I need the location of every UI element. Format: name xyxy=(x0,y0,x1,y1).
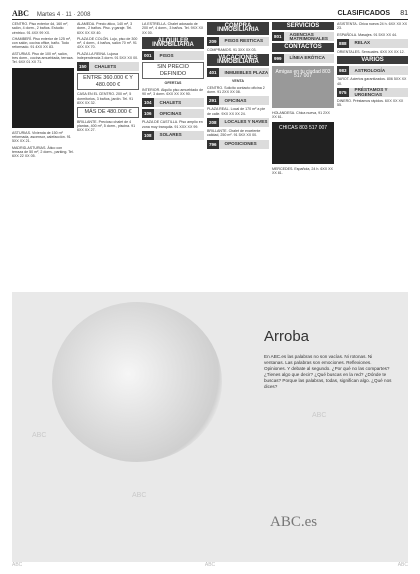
rubric-number: 983 xyxy=(339,68,347,74)
classified-ad: BRILLANTE. Chalet de excelente calidad, 250 m². 91 5XX XX 00. xyxy=(207,128,261,138)
rubric-label: INMUEBLES PLAZA xyxy=(224,69,269,75)
rubric-label: LOCALES Y NAVES xyxy=(224,119,268,125)
rubric-label: RELAX xyxy=(354,40,371,46)
page-number: 81 xyxy=(400,10,408,17)
rubric-number: 208 xyxy=(209,119,217,125)
rubric-label: OPOSICIONES xyxy=(224,140,257,146)
rubric-label: PISOS RESTICAS xyxy=(224,37,264,43)
classified-ad: CASA EN EL CENTRO. 200 m², 5 dormitorios, 3 baños, jardín. Tel. 91 8XX XX 32. xyxy=(77,92,134,105)
rubric-label: OFICINAS xyxy=(159,110,182,116)
classified-ad: COMPRAMOS. 91 3XX XX 03. xyxy=(207,47,257,52)
subheading: OFERTAS xyxy=(164,81,182,86)
classified-ad: ORIENTALES. Sensuales. 6XX XX XX 12. xyxy=(337,49,405,54)
abc-es-logo: ABC.es xyxy=(270,514,318,530)
rubric-label: ASTROLOGÍA xyxy=(354,67,386,73)
section-heading: SERVICIOS xyxy=(272,22,334,30)
abc-es-advertisement xyxy=(12,292,408,562)
issue-date: Martes 4 · 11 · 2008 xyxy=(36,12,91,18)
column-4 xyxy=(207,22,269,290)
rubric-label: AGENCIAS MATRIMONIALES xyxy=(289,31,328,41)
classified-ad: PLAZA LA REINA. Lujosa independencia 3 dorm. 91 5XX XX 00. xyxy=(77,51,139,61)
subheading: VENTA xyxy=(232,79,244,84)
rubric-number: 001 xyxy=(144,53,152,59)
watermark: ABC xyxy=(132,492,147,499)
hand-image xyxy=(52,302,222,462)
price-range-box: SIN PRECIO DEFINIDO xyxy=(142,62,204,79)
price-range-box: MÁS DE 480.000 € xyxy=(77,107,139,118)
rubric-solares xyxy=(142,131,204,140)
classified-ad: LA ESTRELLA. Chalet adosado de 200 m², 4 dorm., 3 baños. Tel. 9XX XX XX 00. xyxy=(142,22,204,35)
rubric-number: 106 xyxy=(144,111,152,117)
classified-ad: HOLANDESA. Chica nueva, 91 2XX XX 61. xyxy=(272,110,330,119)
section-heading: COMPRA INMOBILIARIA xyxy=(207,22,269,35)
rubric-label: CHALETS xyxy=(94,63,117,69)
classified-ad: TAROT. Aciertos garantizados. 806 5XX XX 40. xyxy=(337,77,407,86)
rubric-number: 104 xyxy=(144,100,152,106)
rubric-label: OFICINAS xyxy=(224,97,247,103)
rubric-number: 150 xyxy=(79,64,87,70)
rubric-astrologia xyxy=(337,66,408,75)
classified-ad: CENTRO. Piso exterior 4d, 160 m², salón, 4 dorm., 2 baños. Estudio céntrico. 91 4XX 99 XX. xyxy=(12,22,69,35)
classified-ad: DINERO. Préstamos rápidos. 6XX XX XX 55. xyxy=(337,99,404,108)
watermark: ABC xyxy=(204,562,216,568)
classified-ad: BRILLANTE. Precioso chalet de 4 plantas, 400 m², 5 dorm., piscina. 91 6XX XX 27. xyxy=(77,119,136,133)
watermark: ABC xyxy=(312,412,327,419)
rubric-number: 975 xyxy=(339,90,347,96)
rubric-number: 291 xyxy=(209,98,217,104)
section-heading: ALQUILER INMOBILIARIA xyxy=(142,37,204,50)
rubric-label: PISOS xyxy=(159,52,174,58)
classified-ad: PLAZA DE CASTILLA. Piso amplio en zona muy tranquila. 91 XXX XX 99. xyxy=(142,120,203,129)
classified-ad: ASTURIAS. Piso de 100 m², salón, tres dorm., cocina amueblada, terraza. Tel. 6XX 01 XX 71. xyxy=(12,51,74,65)
column-3 xyxy=(142,22,204,290)
rubric-number: 209 xyxy=(209,38,217,44)
display-ad: CHICAS 803 517 007 xyxy=(272,122,334,164)
rubric-label: CHALETS xyxy=(159,99,182,105)
section-heading: VARIOS xyxy=(337,56,408,64)
rubric-oposiciones xyxy=(207,140,269,149)
rubric-oficinas xyxy=(142,109,204,118)
ad-body-text: En ABC.es las palabras no son vacías. Ni rotonas. Ni ventanas. Las palabras son emociones. Reflexiones. Opiniones. Y debate al segundo. ¿Por qué no las compartes? ¿Tienes algo que decir? ¿Qué buscas en la red? ¿Dónde te buscas? Porque las palabras, todas, significan algo. ¿Qué nos dices? xyxy=(264,354,392,389)
classified-ad: INTERIOR. Alquilo piso amueblado de 90 m², 3 dorm. 6XX XX XX 90. xyxy=(142,87,204,97)
rubric-inmuebles xyxy=(207,68,269,77)
classified-ad: ALAMEDA. Precio ático, 140 m², 3 dorm., 2 baños. Pisc. y garaje. Tel. 6XX XX XX 40. xyxy=(77,22,133,35)
classified-ad: PLAZA DE COLÓN. Lujo, piso de 300 m², 4 dorm., 4 baños, salón 70 m². 91 4XX XX 70. xyxy=(77,36,138,50)
column-1 xyxy=(12,22,74,290)
rubric-agencias xyxy=(272,32,334,41)
classified-ad: ESPAÑOLA. Masajes. 91 5XX XX 44. xyxy=(337,32,398,37)
rubric-pisos xyxy=(207,37,269,46)
rubric-number: 108 xyxy=(144,132,152,138)
rubric-number: 801 xyxy=(274,34,282,40)
classified-ad: MERCEDES. Española, 24 h. 6XX XX XX 81. xyxy=(272,167,333,176)
watermark: ABC xyxy=(12,562,23,568)
section-heading: VACACIONES INMOBILIARIA xyxy=(207,54,269,67)
rubric-prestamos xyxy=(337,88,408,97)
classified-ad: MADRID-ASTURIAS. Ático con terraza de 50 m², 2 dorm., parking. Tel. 6XX 22 XX 05. xyxy=(12,145,74,159)
column-6 xyxy=(337,22,408,290)
classified-ad: ASISTENTA. Chica nueva 24 h. 6XX XX XX 23. xyxy=(337,22,408,31)
classified-ad: ASTURIAS. Vivienda de 150 m² reformada, ascensor, calefacción. 91 5XX XX 21. xyxy=(12,130,71,144)
rubric-number: 999 xyxy=(274,55,282,61)
column-5 xyxy=(272,22,334,290)
rubric-chalets xyxy=(77,62,139,71)
rubric-oficinas xyxy=(207,96,269,105)
rubric-chalets xyxy=(142,98,204,107)
newspaper-logo: ABC xyxy=(12,9,29,18)
section-heading: CONTACTOS xyxy=(272,43,334,51)
classified-ad: PLAZA REAL. Local de 170 m² a pie de calle. 9XX XX XX 24. xyxy=(207,107,266,116)
rubric-label: PRÉSTAMOS Y URGENCIAS xyxy=(354,87,388,97)
display-ad: Amigas en tu ciudad 803 517 007 xyxy=(272,66,334,108)
rubric-relax xyxy=(337,39,408,48)
watermark: ABC xyxy=(32,432,47,439)
page-footer-watermarks xyxy=(12,562,408,570)
display-ad xyxy=(12,68,74,128)
rubric-pisos xyxy=(142,51,204,60)
rubric-linea-erotica xyxy=(272,54,334,63)
rubric-number: 888 xyxy=(339,40,347,46)
rubric-number: 796 xyxy=(209,141,217,147)
page-header xyxy=(12,9,408,20)
rubric-label: LÍNEA ERÓTICA xyxy=(289,54,326,60)
watermark: ABC xyxy=(397,562,408,568)
column-2 xyxy=(77,22,139,290)
ad-title: Arroba xyxy=(264,328,310,345)
rubric-label: SOLARES xyxy=(159,132,182,138)
rubric-number: 401 xyxy=(209,70,217,76)
rubric-locales xyxy=(207,118,269,127)
price-range-box: ENTRE 360.000 € Y 480.000 € xyxy=(77,73,139,90)
section-title: CLASIFICADOS xyxy=(337,10,390,17)
classified-ad: CHAMBERÍ. Piso exterior de 125 m², con salón, cocina office, baño. Todo reformado. 91 4XX XX 83. xyxy=(12,36,72,50)
classified-ad: CENTRO. Solicito contacto oficina 2 dorm. 91 2XX XX 08. xyxy=(207,85,265,95)
